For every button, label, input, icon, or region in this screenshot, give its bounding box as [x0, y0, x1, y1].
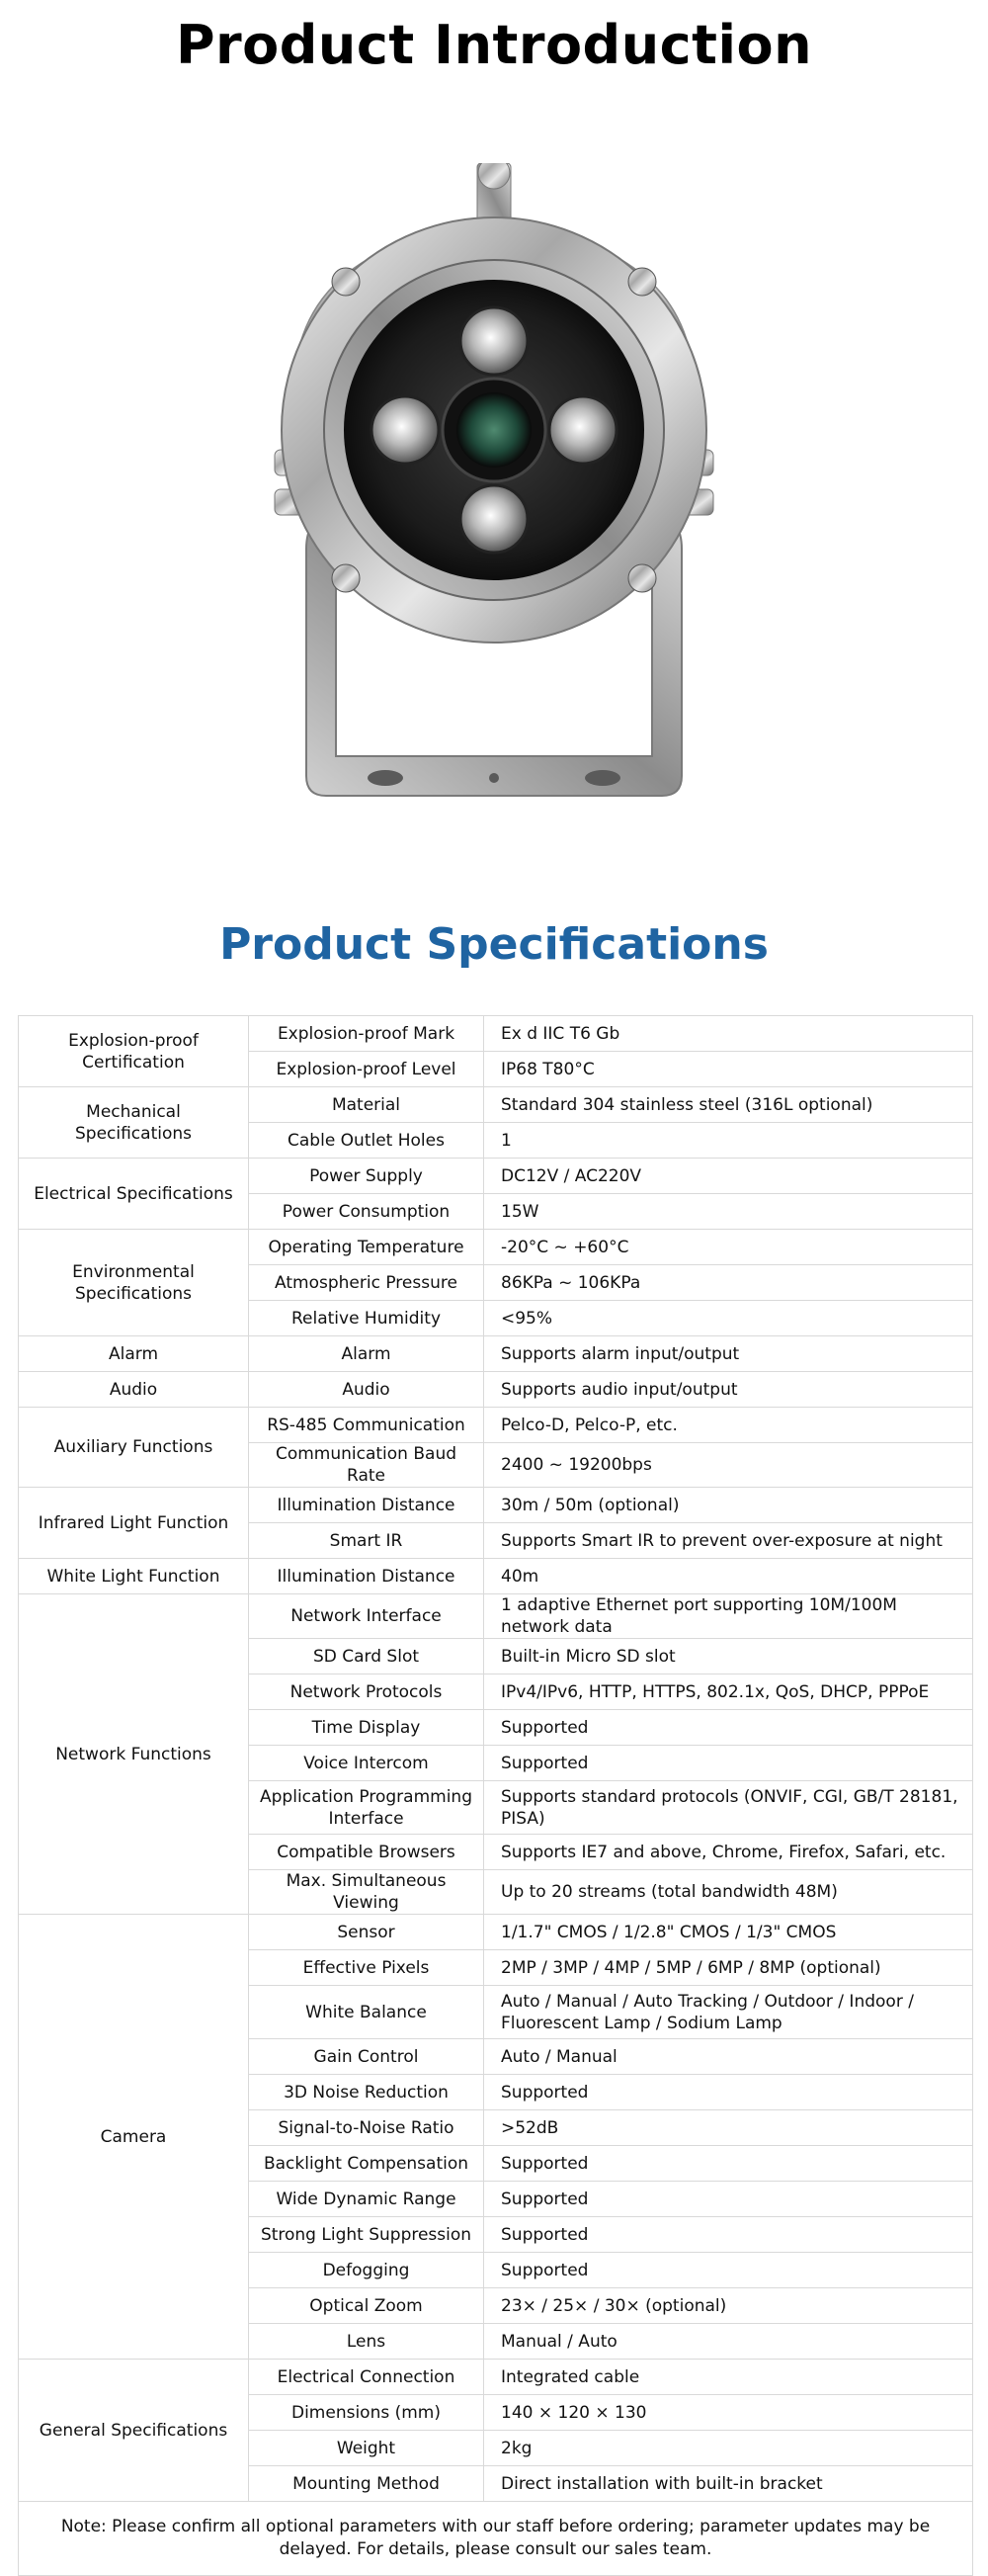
spec-value: Supports alarm input/output — [484, 1336, 973, 1372]
table-row — [19, 1408, 973, 1443]
spec-value: Supports audio input/output — [484, 1372, 973, 1408]
table-row — [19, 1159, 973, 1194]
spec-category: Infrared Light Function — [19, 1488, 249, 1559]
spec-value: 23× / 25× / 30× (optional) — [484, 2288, 973, 2324]
spec-parameter: Illumination Distance — [249, 1488, 484, 1523]
spec-category: Alarm — [19, 1336, 249, 1372]
spec-value: 2MP / 3MP / 4MP / 5MP / 6MP / 8MP (optional) — [484, 1950, 973, 1986]
spec-value: Up to 20 streams (total bandwidth 48M) — [484, 1870, 973, 1915]
spec-value: 30m / 50m (optional) — [484, 1488, 973, 1523]
table-row — [19, 2360, 973, 2395]
spec-value: 1/1.7" CMOS / 1/2.8" CMOS / 1/3" CMOS — [484, 1915, 973, 1950]
spec-parameter: Operating Temperature — [249, 1230, 484, 1265]
spec-category: White Light Function — [19, 1559, 249, 1594]
spec-parameter: Illumination Distance — [249, 1559, 484, 1594]
spec-value: Supported — [484, 2075, 973, 2110]
spec-parameter: Alarm — [249, 1336, 484, 1372]
spec-parameter: Electrical Connection — [249, 2360, 484, 2395]
spec-value: Auto / Manual / Auto Tracking / Outdoor / Indoor / Fluorescent Lamp / Sodium Lamp — [484, 1986, 973, 2039]
spec-parameter: Wide Dynamic Range — [249, 2182, 484, 2217]
spec-value: Direct installation with built-in bracket — [484, 2466, 973, 2502]
spec-value: Ex d IIC T6 Gb — [484, 1016, 973, 1052]
spec-parameter: Time Display — [249, 1710, 484, 1746]
spec-value: Integrated cable — [484, 2360, 973, 2395]
spec-value: 1 adaptive Ethernet port supporting 10M/100M network data — [484, 1594, 973, 1639]
spec-value: 15W — [484, 1194, 973, 1230]
table-row — [19, 1594, 973, 1639]
spec-parameter: Network Protocols — [249, 1674, 484, 1710]
spec-parameter: Atmospheric Pressure — [249, 1265, 484, 1301]
spec-value: Supports IE7 and above, Chrome, Firefox, Safari, etc. — [484, 1835, 973, 1870]
spec-value: 2kg — [484, 2431, 973, 2466]
spec-category: General Specifications — [19, 2360, 249, 2502]
spec-parameter: Effective Pixels — [249, 1950, 484, 1986]
spec-parameter: Explosion-proof Mark — [249, 1016, 484, 1052]
spec-value: DC12V / AC220V — [484, 1159, 973, 1194]
spec-category: Mechanical Specifications — [19, 1087, 249, 1159]
product-specifications-title: Product Specifications — [219, 919, 769, 970]
spec-parameter: Gain Control — [249, 2039, 484, 2075]
spec-value: Built-in Micro SD slot — [484, 1639, 973, 1674]
explosion-proof-camera-image — [237, 163, 751, 855]
spec-value: Supports standard protocols (ONVIF, CGI, GB/T 28181, PISA) — [484, 1781, 973, 1835]
product-image — [237, 163, 751, 855]
spec-parameter: Power Supply — [249, 1159, 484, 1194]
spec-parameter: Material — [249, 1087, 484, 1123]
spec-parameter: Cable Outlet Holes — [249, 1123, 484, 1159]
spec-parameter: Audio — [249, 1372, 484, 1408]
spec-parameter: Dimensions (mm) — [249, 2395, 484, 2431]
spec-parameter: Mounting Method — [249, 2466, 484, 2502]
spec-parameter: Signal-to-Noise Ratio — [249, 2110, 484, 2146]
spec-value: 40m — [484, 1559, 973, 1594]
spec-value: Supports Smart IR to prevent over-exposure at night — [484, 1523, 973, 1559]
table-row — [19, 1488, 973, 1523]
spec-value: Standard 304 stainless steel (316L optional) — [484, 1087, 973, 1123]
spec-parameter: Explosion-proof Level — [249, 1052, 484, 1087]
spec-parameter: Power Consumption — [249, 1194, 484, 1230]
spec-value: IPv4/IPv6, HTTP, HTTPS, 802.1x, QoS, DHCP, PPPoE — [484, 1674, 973, 1710]
spec-value: Pelco-D, Pelco-P, etc. — [484, 1408, 973, 1443]
note-row — [19, 2502, 973, 2576]
spec-parameter: Sensor — [249, 1915, 484, 1950]
spec-value: 140 × 120 × 130 — [484, 2395, 973, 2431]
spec-value: Auto / Manual — [484, 2039, 973, 2075]
specifications-table — [18, 1015, 973, 2576]
spec-parameter: Network Interface — [249, 1594, 484, 1639]
spec-category: Electrical Specifications — [19, 1159, 249, 1230]
spec-value: IP68 T80°C — [484, 1052, 973, 1087]
spec-value: Supported — [484, 2253, 973, 2288]
table-row — [19, 1016, 973, 1052]
spec-value: Supported — [484, 1710, 973, 1746]
spec-value: Supported — [484, 2217, 973, 2253]
spec-value: Supported — [484, 1746, 973, 1781]
spec-parameter: Strong Light Suppression — [249, 2217, 484, 2253]
spec-parameter: SD Card Slot — [249, 1639, 484, 1674]
table-row — [19, 1230, 973, 1265]
table-row — [19, 1336, 973, 1372]
table-row — [19, 1915, 973, 1950]
spec-value: Manual / Auto — [484, 2324, 973, 2360]
table-row — [19, 1559, 973, 1594]
spec-category: Audio — [19, 1372, 249, 1408]
spec-value: <95% — [484, 1301, 973, 1336]
spec-parameter: RS-485 Communication — [249, 1408, 484, 1443]
spec-parameter: Optical Zoom — [249, 2288, 484, 2324]
spec-parameter: Lens — [249, 2324, 484, 2360]
table-row — [19, 1087, 973, 1123]
spec-parameter: Max. Simultaneous Viewing — [249, 1870, 484, 1915]
spec-parameter: Smart IR — [249, 1523, 484, 1559]
spec-category: Camera — [19, 1915, 249, 2360]
spec-value: -20°C ~ +60°C — [484, 1230, 973, 1265]
spec-value: 2400 ~ 19200bps — [484, 1443, 973, 1488]
table-row — [19, 1372, 973, 1408]
spec-parameter: 3D Noise Reduction — [249, 2075, 484, 2110]
spec-category: Environmental Specifications — [19, 1230, 249, 1336]
spec-value: >52dB — [484, 2110, 973, 2146]
spec-category: Auxiliary Functions — [19, 1408, 249, 1488]
spec-parameter: Communication Baud Rate — [249, 1443, 484, 1488]
spec-parameter: Voice Intercom — [249, 1746, 484, 1781]
spec-value: 1 — [484, 1123, 973, 1159]
spec-parameter: Weight — [249, 2431, 484, 2466]
product-introduction-title: Product Introduction — [175, 14, 813, 76]
spec-parameter: Backlight Compensation — [249, 2146, 484, 2182]
spec-parameter: Defogging — [249, 2253, 484, 2288]
spec-value: 86KPa ~ 106KPa — [484, 1265, 973, 1301]
spec-parameter: Compatible Browsers — [249, 1835, 484, 1870]
spec-value: Supported — [484, 2182, 973, 2217]
spec-parameter: Application Programming Interface — [249, 1781, 484, 1835]
spec-category: Explosion-proof Certification — [19, 1016, 249, 1087]
ordering-note: Note: Please confirm all optional parameters with our staff before ordering; parameter updates may be delayed. For details, please consult our sales team. — [19, 2502, 973, 2576]
spec-parameter: White Balance — [249, 1986, 484, 2039]
spec-value: Supported — [484, 2146, 973, 2182]
spec-category: Network Functions — [19, 1594, 249, 1915]
spec-parameter: Relative Humidity — [249, 1301, 484, 1336]
